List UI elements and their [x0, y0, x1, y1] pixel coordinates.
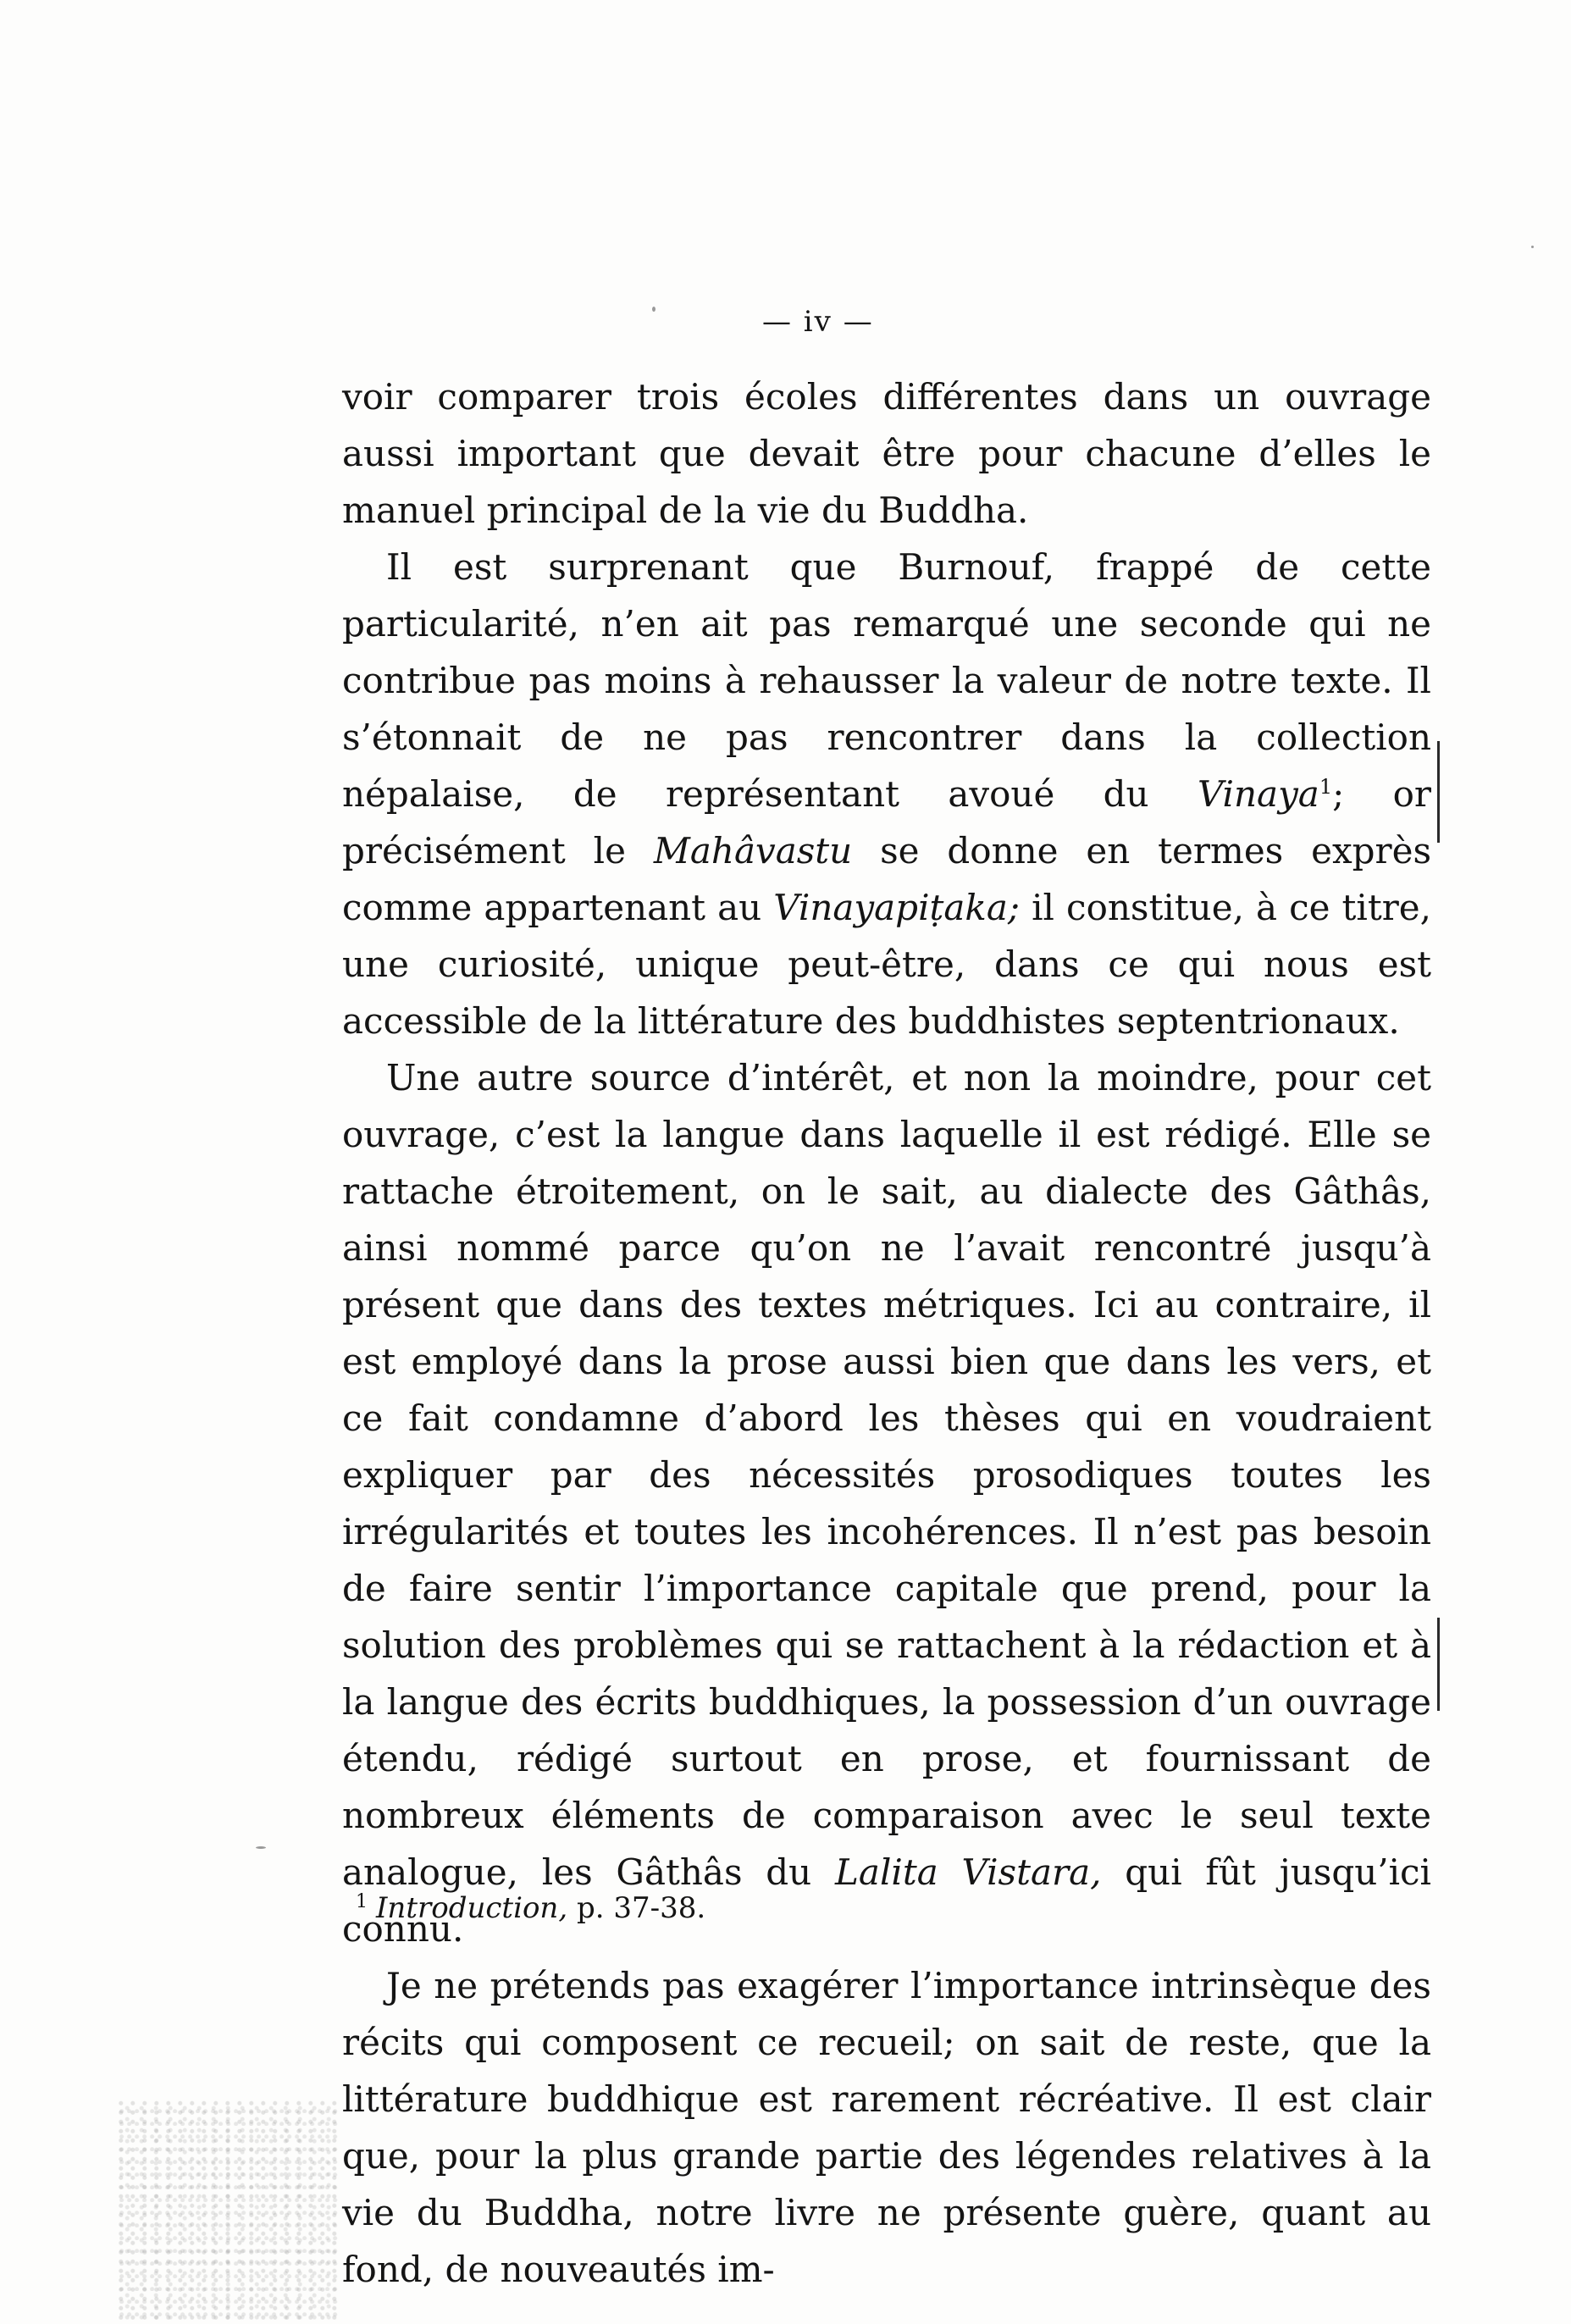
footnote-ref: p. 37-38. — [567, 1891, 706, 1925]
footnote-reference: 1 — [1319, 775, 1333, 799]
term-vinayapitaka: Vinayapiṭaka; — [773, 887, 1021, 928]
paragraph-3-text-b: qui fût jusqu’ici connu. — [342, 1851, 1431, 1950]
paragraph-2-text-a: Il est surprenant que Burnouf, frappé de cette particularité, n’en ait pas remarqué une seconde qui ne contribue pas moins à rehausser la valeur de notre texte. Il s’étonnait de ne pas rencontrer dans la collection népalaise, de représentant avoué du — [342, 546, 1431, 815]
footnote-mark: 1 — [356, 1890, 368, 1912]
scan-speck — [256, 1846, 266, 1849]
page-number: — iv — — [762, 305, 874, 339]
paragraph-2-text-b: ; or précisément le — [342, 773, 1431, 872]
paragraph-2-text-c: se donne en termes exprès comme appartenant au — [342, 830, 1432, 928]
paragraph-3-text-a: Une autre source d’intérêt, et non la moindre, pour cet ouvrage, c’est la langue dans laquelle il est rédigé. Elle se rattache étroitement, on le sait, au dialecte des Gâthâs, ainsi nommé parce qu’on ne l’avait rencontré jusqu’à présent que dans des textes métriques. Ici au contraire, il est employé dans la prose aussi bien que dans les vers, et ce fait condamne d’abord les thèses qui en voudraient expliquer par des nécessités prosodiques toutes les irrégularités et toutes les incohérences. Il n’est pas besoin de faire sentir l’importance capitale que prend, pour la solution des problèmes qui se rattachent à la rédaction et à la langue des écrits buddhiques, la possession d’un ouvrage étendu, rédigé surtout en prose, et fournissant de nombreux éléments de comparaison avec le seul texte analogue, les Gâthâs du — [342, 1057, 1431, 1893]
term-mahavastu: Mahâvastu — [653, 830, 853, 872]
scan-speck — [1531, 246, 1534, 248]
scan-speck — [652, 307, 656, 312]
paragraph-4: Je ne prétends pas exagérer l’importance intrinsèque des récits qui composent ce recueil; on sait de reste, que la littérature buddhique est rarement récréative. Il est clair que, pour la plus grande partie des légendes relatives à la vie du Buddha, notre livre ne présente guère, quant au fond, de nouveautés im- — [342, 1965, 1431, 2290]
scan-noise — [119, 2100, 339, 2324]
footnote-title: Introduction, — [376, 1891, 568, 1925]
body-text — [342, 368, 1431, 2298]
paragraph-2 — [342, 539, 1431, 1049]
margin-mark-upper — [1437, 741, 1440, 843]
paragraph-2-text-d: il constitue, à ce titre, une curiosité, unique peut-être, dans ce qui nous est accessible de la littérature des buddhistes septentrionaux. — [342, 887, 1432, 1042]
margin-mark-lower — [1437, 1618, 1440, 1711]
paragraph-1: voir comparer trois écoles différentes dans un ouvrage aussi important que devait être pour chacune d’elles le manuel principal de la vie du Buddha. — [342, 376, 1431, 531]
footnote — [356, 1889, 1118, 1928]
paragraph-3 — [342, 1049, 1431, 1957]
term-lalita-vistara: Lalita Vistara, — [835, 1851, 1102, 1893]
term-vinaya: Vinaya — [1197, 773, 1319, 815]
